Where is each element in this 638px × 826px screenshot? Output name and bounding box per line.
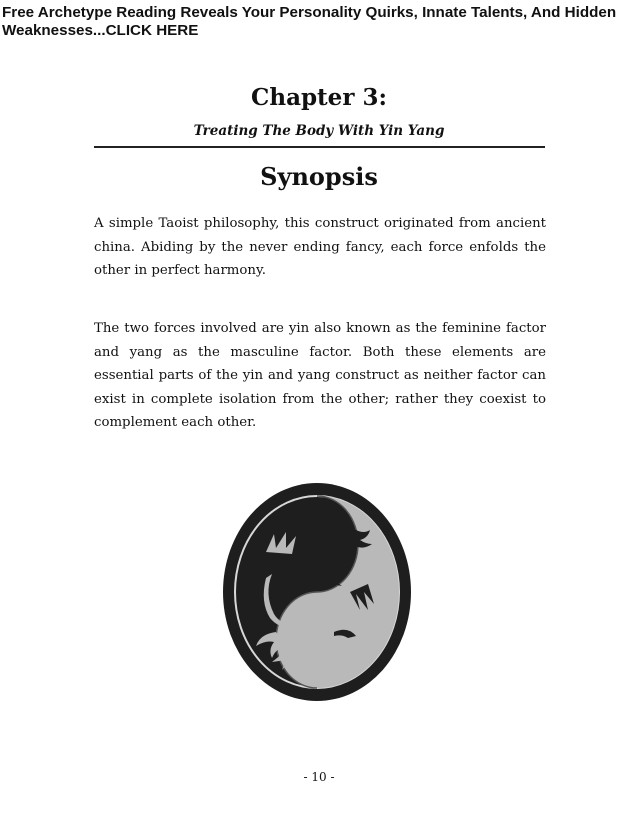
section-title: Synopsis <box>260 162 378 191</box>
archetype-reading-link[interactable]: Free Archetype Reading Reveals Your Personality Quirks, Innate Talents, And Hidden Weaknesses...CLICK HERE <box>2 4 617 39</box>
page-number: - 10 - <box>303 770 335 784</box>
paragraph-1: A simple Taoist philosophy, this construct originated from ancient china. Abiding by the never ending fancy, each force enfolds the other in perfect harmony. <box>94 216 546 278</box>
chapter-title: Chapter 3: <box>251 84 387 111</box>
chapter-subtitle: Treating The Body With Yin Yang <box>193 123 445 139</box>
paragraph-2: The two forces involved are yin also known as the feminine factor and yang as the masculine factor. Both these elements are essential parts of the yin and yang construct as neither factor can exist in complete isolation from the other; rather they coexist to complement each other. <box>94 321 546 430</box>
yin-yang-dragon-icon <box>222 482 412 702</box>
title-divider <box>94 146 545 148</box>
